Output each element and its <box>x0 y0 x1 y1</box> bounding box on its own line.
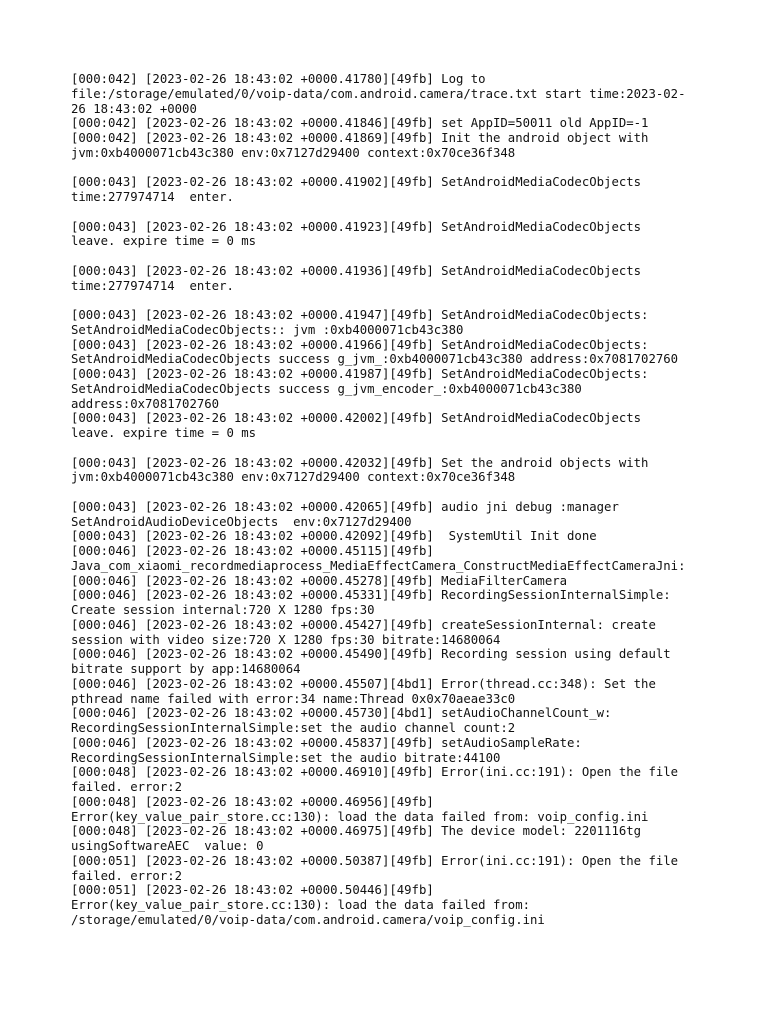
log-line: [000:046] [2023-02-26 18:43:02 +0000.45730][4bd1] setAudioChannelCount_w: <box>71 706 612 721</box>
log-line: [000:048] [2023-02-26 18:43:02 +0000.46975][49fb] The device model: 2201116tg <box>71 824 642 839</box>
log-line: time:277974714 enter. <box>71 190 234 204</box>
log-line: [000:043] [2023-02-26 18:43:02 +0000.41923][49fb] SetAndroidMediaCodecObjects <box>71 219 642 234</box>
blank-line <box>71 249 711 264</box>
log-line: SetAndroidMediaCodecObjects:: jvm :0xb4000071cb43c380 <box>71 322 464 337</box>
log-line: [000:048] [2023-02-26 18:43:02 +0000.46910][49fb] Error(ini.cc:191): Open the file <box>71 765 679 780</box>
log-line: jvm:0xb4000071cb43c380 env:0x7127d29400 context:0x70ce36f348 <box>71 145 516 160</box>
log-line: [000:046] [2023-02-26 18:43:02 +0000.45427][49fb] createSessionInternal: create <box>71 617 656 632</box>
log-line: [000:043] [2023-02-26 18:43:02 +0000.41987][49fb] SetAndroidMediaCodecObjects: <box>71 367 649 381</box>
log-line: [000:046] [2023-02-26 18:43:02 +0000.45507][4bd1] Error(thread.cc:348): Set the <box>71 676 656 691</box>
log-line: [000:051] [2023-02-26 18:43:02 +0000.50446][49fb] <box>71 883 434 898</box>
log-line: Error(key_value_pair_store.cc:130): load the data failed from: <box>71 898 531 912</box>
log-line: SetAndroidMediaCodecObjects success g_jvm_:0xb4000071cb43c380 address:0x7081702760 <box>71 352 679 367</box>
log-line: address:0x7081702760 <box>71 396 220 411</box>
log-line: RecordingSessionInternalSimple:set the audio bitrate:44100 <box>71 750 501 765</box>
log-line: failed. error:2 <box>71 868 183 883</box>
log-line: pthread name failed with error:34 name:Thread 0x0x70aeae33c0 <box>71 691 516 706</box>
blank-line <box>71 485 711 500</box>
log-line: [000:046] [2023-02-26 18:43:02 +0000.45331][49fb] RecordingSessionInternalSimple: <box>71 588 671 603</box>
log-line: session with video size:720 X 1280 fps:30 bitrate:14680064 <box>71 632 501 647</box>
log-line: jvm:0xb4000071cb43c380 env:0x7127d29400 context:0x70ce36f348 <box>71 470 516 485</box>
blank-line <box>71 293 711 308</box>
log-line: SetAndroidAudioDeviceObjects env:0x7127d29400 <box>71 514 412 529</box>
log-line: SetAndroidMediaCodecObjects success g_jvm_encoder_:0xb4000071cb43c380 <box>71 381 582 396</box>
log-line: [000:046] [2023-02-26 18:43:02 +0000.45278][49fb] MediaFilterCamera <box>71 573 568 588</box>
log-line: 26 18:43:02 +0000 <box>71 101 197 116</box>
blank-line <box>71 161 711 176</box>
blank-line <box>71 441 711 456</box>
log-line: file:/storage/emulated/0/voip-data/com.android.camera/trace.txt start time:2023-02- <box>71 86 686 101</box>
blank-line <box>71 205 711 220</box>
log-line: [000:051] [2023-02-26 18:43:02 +0000.50387][49fb] Error(ini.cc:191): Open the file <box>71 853 679 868</box>
log-line: [000:043] [2023-02-26 18:43:02 +0000.42002][49fb] SetAndroidMediaCodecObjects <box>71 411 642 426</box>
log-line: [000:043] [2023-02-26 18:43:02 +0000.42032][49fb] Set the android objects with <box>71 455 649 470</box>
log-line: leave. expire time = 0 ms <box>71 426 257 440</box>
log-line: [000:046] [2023-02-26 18:43:02 +0000.45115][49fb] <box>71 544 434 558</box>
log-line: [000:042] [2023-02-26 18:43:02 +0000.41869][49fb] Init the android object with <box>71 131 649 145</box>
log-line: time:277974714 enter. <box>71 278 234 293</box>
log-line: [000:043] [2023-02-26 18:43:02 +0000.41947][49fb] SetAndroidMediaCodecObjects: <box>71 308 649 322</box>
log-line: [000:046] [2023-02-26 18:43:02 +0000.45490][49fb] Recording session using default <box>71 647 671 662</box>
log-line: usingSoftwareAEC value: 0 <box>71 839 264 853</box>
log-line: Error(key_value_pair_store.cc:130): load the data failed from: voip_config.ini <box>71 809 649 824</box>
log-line: [000:043] [2023-02-26 18:43:02 +0000.42092][49fb] SystemUtil Init done <box>71 529 597 544</box>
log-line: leave. expire time = 0 ms <box>71 234 257 249</box>
log-text-block <box>71 72 711 928</box>
log-line: RecordingSessionInternalSimple:set the audio channel count:2 <box>71 721 516 735</box>
log-line: Create session internal:720 X 1280 fps:30 <box>71 603 375 617</box>
log-line: [000:043] [2023-02-26 18:43:02 +0000.42065][49fb] audio jni debug :manager <box>71 499 619 514</box>
log-line: /storage/emulated/0/voip-data/com.android.camera/voip_config.ini <box>71 912 545 927</box>
log-line: bitrate support by app:14680064 <box>71 662 301 676</box>
log-line: [000:043] [2023-02-26 18:43:02 +0000.41936][49fb] SetAndroidMediaCodecObjects <box>71 263 642 278</box>
log-line: [000:046] [2023-02-26 18:43:02 +0000.45837][49fb] setAudioSampleRate: <box>71 735 582 750</box>
log-line: [000:048] [2023-02-26 18:43:02 +0000.46956][49fb] <box>71 794 434 809</box>
log-line: [000:043] [2023-02-26 18:43:02 +0000.41902][49fb] SetAndroidMediaCodecObjects <box>71 175 642 190</box>
log-line: Java_com_xiaomi_recordmediaprocess_MediaEffectCamera_ConstructMediaEffectCameraJni: <box>71 558 686 573</box>
log-line: [000:042] [2023-02-26 18:43:02 +0000.41780][49fb] Log to <box>71 72 486 86</box>
log-line: [000:043] [2023-02-26 18:43:02 +0000.41966][49fb] SetAndroidMediaCodecObjects: <box>71 337 649 352</box>
log-line: [000:042] [2023-02-26 18:43:02 +0000.41846][49fb] set AppID=50011 old AppID=-1 <box>71 116 649 131</box>
log-line: failed. error:2 <box>71 780 183 794</box>
